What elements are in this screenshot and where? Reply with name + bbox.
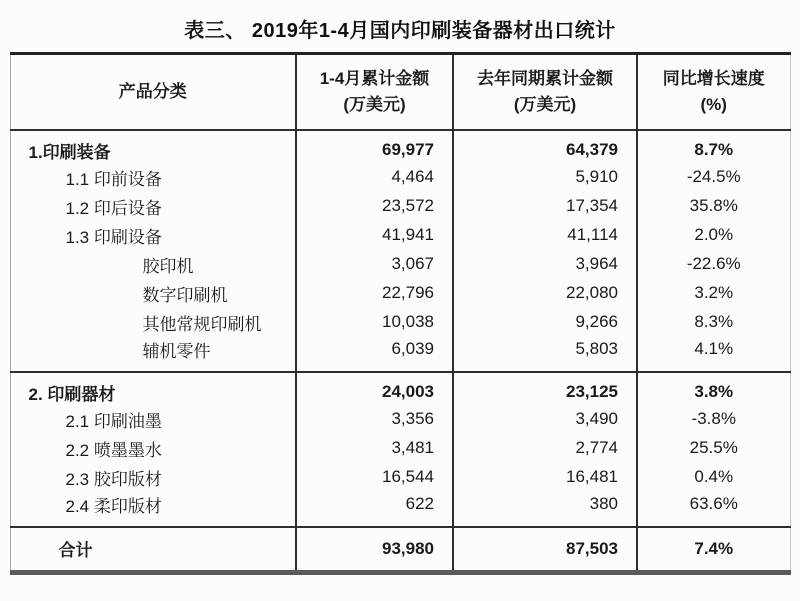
current-amount: 41,941 — [296, 221, 453, 250]
last-year-amount: 16,481 — [453, 463, 637, 492]
table-body — [10, 130, 790, 573]
header-current-amount — [296, 54, 453, 130]
growth-rate: -3.8% — [637, 405, 790, 434]
header-line: 1-4月累计金额 — [319, 69, 430, 89]
table-row-offset-press — [10, 250, 790, 279]
growth-rate: -24.5% — [637, 163, 790, 192]
header-line: 同比增长速度 — [662, 69, 765, 89]
last-year-amount: 41,114 — [453, 221, 637, 250]
product-label: 数字印刷机 — [142, 285, 228, 305]
growth-rate: 2.0% — [637, 221, 790, 250]
product-label: 2.1 印刷油墨 — [65, 411, 162, 431]
table-row-inkjet-ink — [10, 434, 790, 463]
table-row-total — [10, 527, 790, 573]
current-amount: 6,039 — [296, 337, 453, 372]
product-label: 1.印刷装备 — [28, 142, 111, 162]
growth-rate: 3.8% — [637, 372, 790, 405]
last-year-amount: 3,964 — [453, 250, 637, 279]
table-row-auxiliary-parts — [10, 337, 790, 372]
last-year-amount: 5,803 — [453, 337, 637, 372]
header-unit: (%) — [700, 94, 727, 114]
current-amount: 22,796 — [296, 279, 453, 308]
current-amount: 69,977 — [296, 130, 453, 163]
page — [0, 14, 800, 601]
product-label: 1.1 印前设备 — [65, 169, 162, 189]
table-header — [10, 54, 790, 130]
header-unit: (万美元) — [513, 94, 577, 114]
current-amount: 3,067 — [296, 250, 453, 279]
product-label: 2.2 喷墨墨水 — [65, 440, 162, 460]
last-year-amount: 380 — [453, 492, 637, 527]
table-row-printing-materials — [10, 372, 790, 405]
header-product-category — [10, 54, 296, 130]
total-label: 合计 — [10, 527, 296, 573]
header-growth-rate — [637, 54, 790, 130]
current-amount: 23,572 — [296, 192, 453, 221]
current-amount: 24,003 — [296, 372, 453, 405]
product-label: 2.3 胶印版材 — [65, 469, 162, 489]
current-amount: 10,038 — [296, 308, 453, 337]
product-label: 1.3 印刷设备 — [65, 227, 162, 247]
product-label: 其他常规印刷机 — [142, 314, 262, 334]
product-label: 2.4 柔印版材 — [65, 496, 162, 516]
last-year-amount: 9,266 — [453, 308, 637, 337]
table-row-other-conventional-press — [10, 308, 790, 337]
header-line: 产品分类 — [118, 82, 187, 101]
growth-rate: 25.5% — [637, 434, 790, 463]
last-year-amount: 3,490 — [453, 405, 637, 434]
last-year-amount: 17,354 — [453, 192, 637, 221]
header-line: 去年同期累计金额 — [477, 69, 613, 89]
product-label: 1.2 印后设备 — [65, 198, 162, 218]
growth-rate: 8.7% — [637, 130, 790, 163]
export-stats-table — [10, 52, 791, 575]
last-year-amount: 64,379 — [453, 130, 637, 163]
growth-rate: 4.1% — [637, 337, 790, 372]
current-amount: 622 — [296, 492, 453, 527]
growth-rate: 8.3% — [637, 308, 790, 337]
header-last-year-amount — [453, 54, 637, 130]
last-year-amount: 2,774 — [453, 434, 637, 463]
table-title: 表三、 2019年1-4月国内印刷装备器材出口统计 — [184, 20, 616, 42]
growth-rate: 0.4% — [637, 463, 790, 492]
last-year-amount: 22,080 — [453, 279, 637, 308]
table-row-printing-devices — [10, 221, 790, 250]
total-growth-rate: 7.4% — [637, 527, 790, 573]
current-amount: 3,356 — [296, 405, 453, 434]
table-row-printing-equipment — [10, 130, 790, 163]
header-row — [10, 54, 790, 130]
product-label: 辅机零件 — [142, 341, 211, 361]
total-last-year-amount: 87,503 — [453, 527, 637, 573]
table-row-flexo-plates — [10, 492, 790, 527]
total-current-amount: 93,980 — [296, 527, 453, 573]
table-row-offset-plates — [10, 463, 790, 492]
current-amount: 3,481 — [296, 434, 453, 463]
growth-rate: -22.6% — [637, 250, 790, 279]
last-year-amount: 5,910 — [453, 163, 637, 192]
table-row-digital-press — [10, 279, 790, 308]
header-unit: (万美元) — [343, 94, 406, 114]
product-label: 2. 印刷器材 — [10, 372, 296, 405]
product-label: 胶印机 — [142, 256, 194, 276]
growth-rate: 63.6% — [637, 492, 790, 527]
current-amount: 4,464 — [296, 163, 453, 192]
growth-rate: 3.2% — [637, 279, 790, 308]
growth-rate: 35.8% — [637, 192, 790, 221]
table-row-printing-ink — [10, 405, 790, 434]
last-year-amount: 23,125 — [453, 372, 637, 405]
table-row-prepress — [10, 163, 790, 192]
table-row-postpress — [10, 192, 790, 221]
current-amount: 16,544 — [296, 463, 453, 492]
